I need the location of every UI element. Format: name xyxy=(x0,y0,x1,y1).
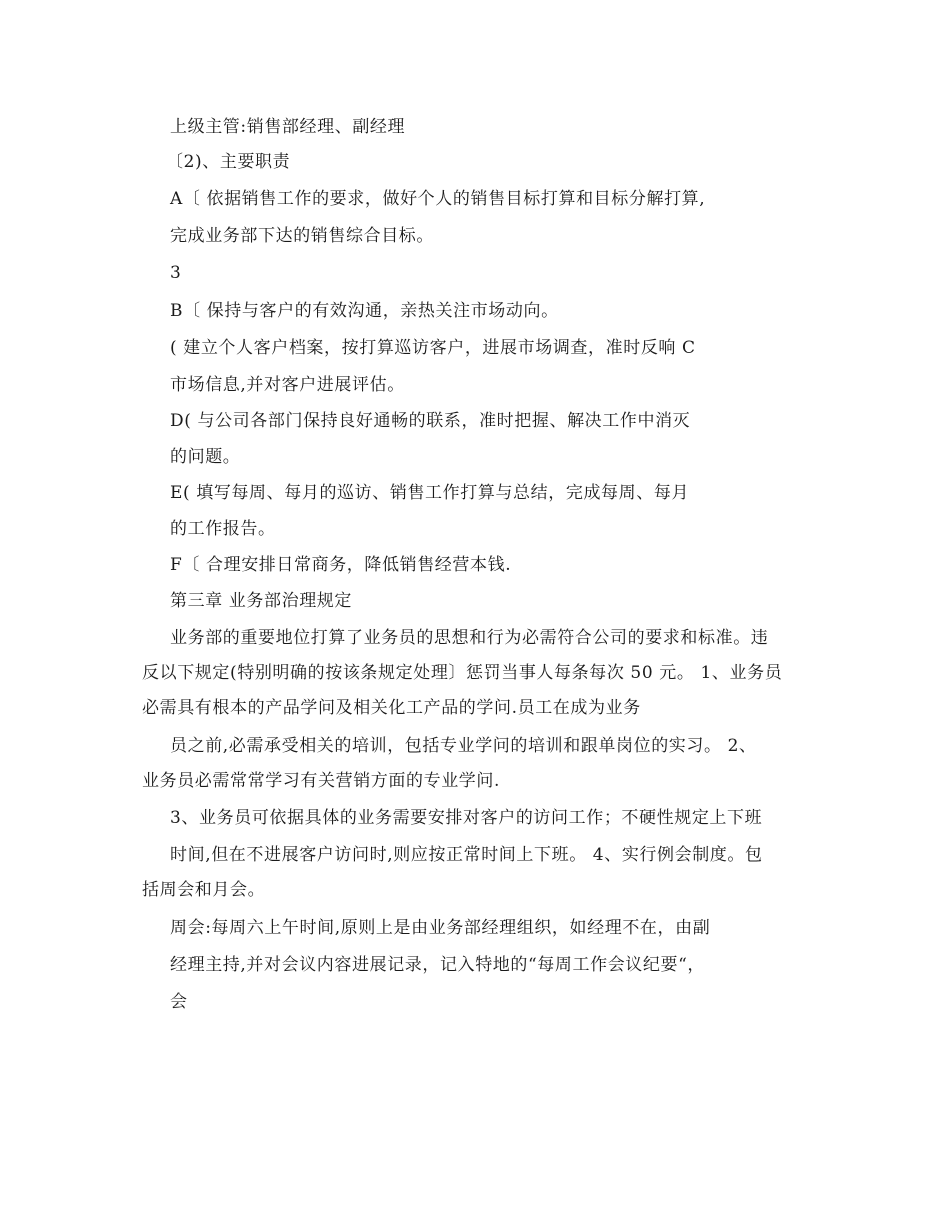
page-number: 3 xyxy=(170,263,182,283)
rules-intro-line-1: 业务部的重要地位打算了业务员的思想和行为必需符合公司的要求和标准。违 xyxy=(170,628,769,648)
duty-c-line-1: ( 建立个人客户档案，按打算巡访客户，进展市场调查，准时反响 C xyxy=(170,338,696,358)
chapter-heading: 第三章 业务部治理规定 xyxy=(170,591,353,611)
section-heading-duties: 〔2)、主要职责 xyxy=(166,152,291,172)
duty-e-line-2: 的工作报告。 xyxy=(170,519,276,539)
rule-2-line: 业务员必需常常学习有关营销方面的专业学问. xyxy=(142,771,501,791)
duty-a-line-1: A〔 依据销售工作的要求，做好个人的销售目标打算和目标分解打算, xyxy=(170,189,706,209)
rule-1-line: 员之前,必需承受相关的培训，包括专业学问的培训和跟单岗位的实习。 2、 xyxy=(170,736,757,756)
rule-3-line-1: 3、业务员可依据具体的业务需要安排对客户的访问工作；不硬性规定上下班 xyxy=(170,808,763,828)
duty-b-line: B〔 保持与客户的有效沟通，亲热关注市场动向。 xyxy=(170,301,559,321)
duty-f-line: F〔 合理安排日常商务，降低销售经营本钱. xyxy=(170,555,512,575)
duty-e-line-1: E( 填写每周、每月的巡访、销售工作打算与总结，完成每周、每月 xyxy=(170,483,690,503)
duty-d-line-2: 的问题。 xyxy=(170,447,241,467)
rules-intro-line-3: 必需具有根本的产品学问及相关化工产品的学问.员工在成为业务 xyxy=(142,698,641,718)
weekly-meeting-line-2: 经理主持,并对会议内容进展记录，记入特地的“每周工作会议纪要“， xyxy=(170,955,705,975)
duty-d-line-1: D( 与公司各部门保持良好通畅的联系，准时把握、解决工作中消灭 xyxy=(170,411,691,431)
supervisor-line: 上级主管:销售部经理、副经理 xyxy=(170,117,406,137)
duty-c-line-2: 市场信息,并对客户进展评估。 xyxy=(170,375,405,395)
rules-intro-line-2: 反以下规定(特别明确的按该条规定处理〕惩罚当事人每条每次 50 元。 1、业务员 xyxy=(142,663,783,683)
rule-3-line-2: 时间,但在不进展客户访问时,则应按正常时间上下班。 4、实行例会制度。包 xyxy=(170,845,763,865)
weekly-meeting-line-3: 会 xyxy=(170,992,188,1012)
rule-4-line: 括周会和月会。 xyxy=(142,880,266,900)
duty-a-line-2: 完成业务部下达的销售综合目标。 xyxy=(170,226,434,246)
weekly-meeting-line-1: 周会:每周六上午时间,原则上是由业务部经理组织，如经理不在，由副 xyxy=(170,918,711,938)
